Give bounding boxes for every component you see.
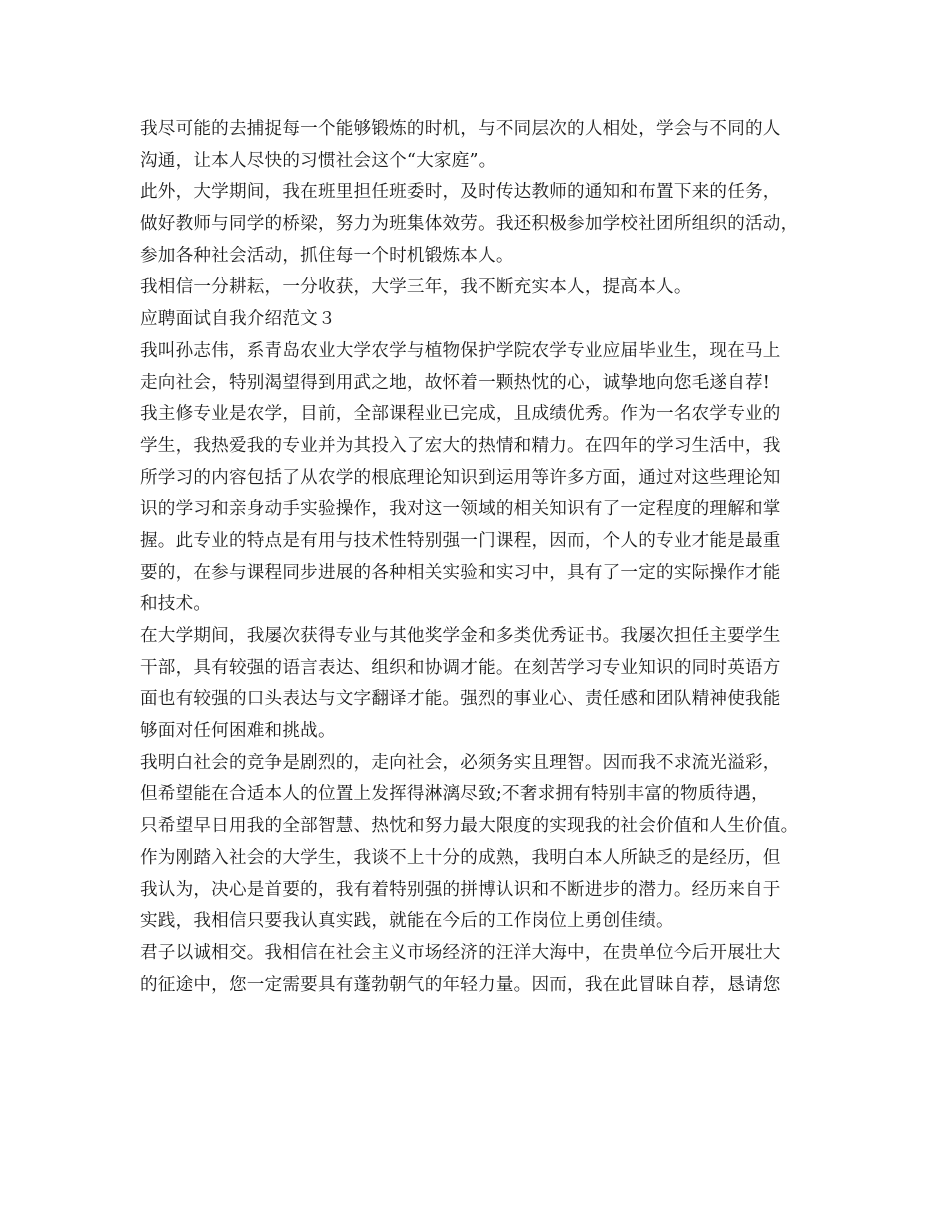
text-line: 够面对任何困难和挑战。 bbox=[140, 721, 336, 742]
text-line: 和技术。 bbox=[140, 594, 212, 615]
document-body bbox=[140, 114, 830, 1001]
text-line: 但希望能在合适本人的位置上发挥得淋漓尽致;不奢求拥有特别丰富的物质待遇， bbox=[140, 784, 769, 805]
text-line: 作为刚踏入社会的大学生，我谈不上十分的成熟，我明白本人所缺乏的是经历，但 bbox=[140, 847, 781, 868]
text-line: 我相信一分耕耘，一分收获，大学三年，我不断充实本人，提高本人。 bbox=[140, 277, 692, 298]
text-line: 做好教师与同学的桥梁，努力为班集体效劳。我还积极参加学校社团所组织的活动， bbox=[140, 214, 799, 235]
text-line: 握。此专业的特点是有用与技术性特别强一门课程，因而，个人的专业才能是最重 bbox=[140, 530, 781, 551]
text-line: 我明白社会的竞争是剧烈的，走向社会，必须务实且理智。因而我不求流光溢彩， bbox=[140, 752, 781, 773]
text-line: 的征途中，您一定需要具有蓬勃朝气的年轻力量。因而，我在此冒昧自荐，恳请您 bbox=[140, 974, 781, 995]
text-line: 面也有较强的口头表达与文字翻译才能。强烈的事业心、责任感和团队精神使我能 bbox=[140, 689, 781, 710]
text-line: 我主修专业是农学，目前，全部课程业已完成，且成绩优秀。作为一名农学专业的 bbox=[140, 404, 781, 425]
text-line: 干部，具有较强的语言表达、组织和协调才能。在刻苦学习专业知识的同时英语方 bbox=[140, 657, 781, 678]
text-line: 我尽可能的去捕捉每一个能够锻炼的时机，与不同层次的人相处，学会与不同的人 bbox=[140, 119, 781, 139]
text-line: 只希望早日用我的全部智慧、热忱和努力最大限度的实现我的社会价值和人生价值。 bbox=[140, 816, 799, 837]
text-line: 走向社会，特别渴望得到用武之地，故怀着一颗热忱的心，诚挚地向您毛遂自荐! bbox=[140, 372, 771, 393]
text-line: 所学习的内容包括了从农学的根底理论知识到运用等许多方面，通过对这些理论知 bbox=[140, 467, 781, 488]
text-line: 学生，我热爱我的专业并为其投入了宏大的热情和精力。在四年的学习生活中，我 bbox=[140, 435, 781, 456]
text-line: 参加各种社会活动，抓住每一个时机锻炼本人。 bbox=[140, 245, 514, 266]
text-line: 我叫孙志伟，系青岛农业大学农学与植物保护学院农学专业应届毕业生，现在马上 bbox=[140, 340, 781, 361]
text-line: 君子以诚相交。我相信在社会主义市场经济的汪洋大海中，在贵单位今后开展壮大 bbox=[140, 942, 781, 963]
text-line: 实践，我相信只要我认真实践，就能在今后的工作岗位上勇创佳绩。 bbox=[140, 911, 674, 932]
section-heading: 应聘面试自我介绍范文３ bbox=[140, 309, 336, 330]
text-line: 沟通，让本人尽快的习惯社会这个“大家庭”。 bbox=[140, 150, 497, 171]
text-line: 我认为，决心是首要的，我有着特别强的拼博认识和不断进步的潜力。经历来自于 bbox=[140, 879, 781, 900]
text-line: 要的，在参与课程同步进展的各种相关实验和实习中，具有了一定的实际操作才能 bbox=[140, 562, 781, 583]
text-line: 此外，大学期间，我在班里担任班委时，及时传达教师的通知和布置下来的任务， bbox=[140, 182, 781, 203]
text-line: 在大学期间，我屡次获得专业与其他奖学金和多类优秀证书。我屡次担任主要学生 bbox=[140, 626, 781, 646]
text-line: 识的学习和亲身动手实验操作，我对这一领域的相关知识有了一定程度的理解和掌 bbox=[140, 499, 781, 520]
